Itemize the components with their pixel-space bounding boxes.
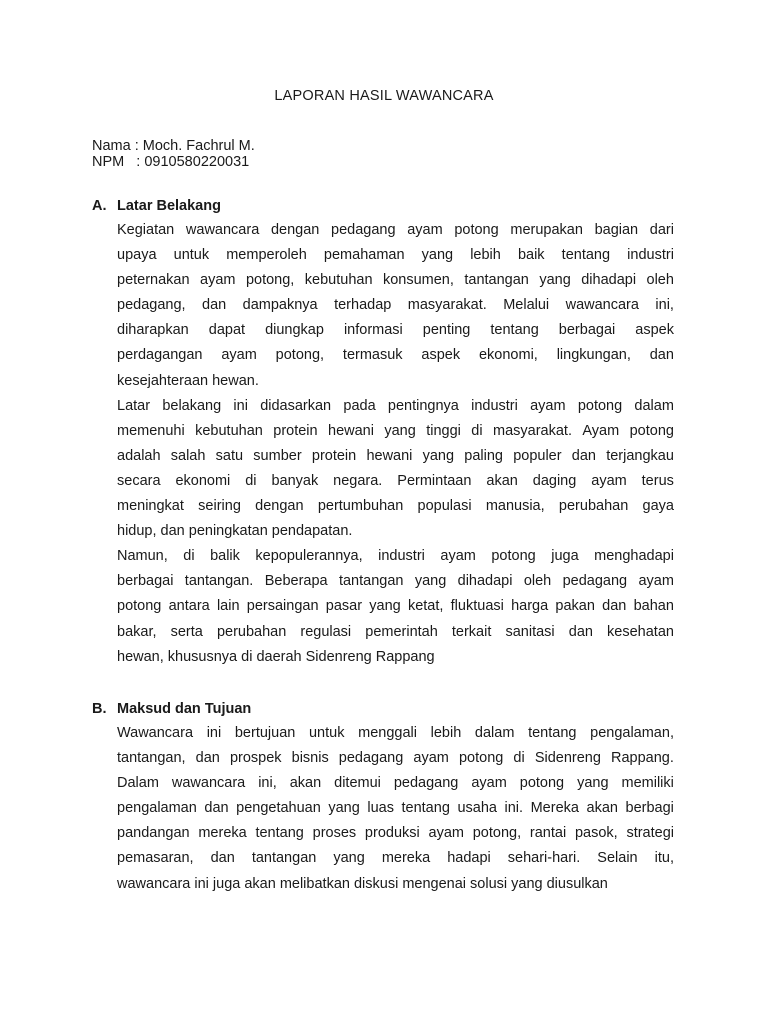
paragraph-line: secara ekonomi di banyak negara. Permintaan akan daging ayam terus — [117, 472, 674, 489]
name-row: Nama : Moch. Fachrul M. — [92, 138, 255, 154]
paragraph-line: kesejahteraan hewan. — [117, 372, 259, 389]
paragraph-line: pengalaman dan pengetahuan yang luas tentang usaha ini. Mereka akan berbagi — [117, 800, 674, 817]
section-letter: B. — [92, 701, 107, 717]
section-maksud-tujuan — [92, 700, 674, 897]
paragraph-line: Wawancara ini bertujuan untuk menggali lebih dalam tentang pengalaman, — [117, 725, 674, 741]
section-heading — [92, 700, 674, 718]
paragraph-line: pandangan mereka tentang proses produksi ayam potong, rantai pasok, strategi — [117, 825, 674, 842]
paragraph-line: adalah salah satu sumber protein hewani yang paling populer dan terjangkau — [117, 447, 674, 464]
paragraph — [117, 721, 674, 897]
identity-block — [92, 138, 255, 170]
paragraph-line: berbagai tantangan. Beberapa tantangan yang dihadapi oleh pedagang ayam — [117, 573, 674, 590]
paragraph-line: upaya untuk memperoleh pemahaman yang lebih baik tentang industri — [117, 247, 674, 264]
section-letter: A. — [92, 198, 107, 214]
paragraph-line: peternakan ayam potong, kebutuhan konsumen, tantangan yang dihadapi oleh — [117, 272, 674, 289]
paragraph — [117, 544, 674, 669]
npm-row: NPM : 0910580220031 — [92, 154, 250, 170]
paragraph-line: Latar belakang ini didasarkan pada pentingnya industri ayam potong dalam — [117, 397, 674, 414]
paragraph-line: potong antara lain persaingan pasar yang ketat, fluktuasi harga pakan dan bahan — [117, 598, 674, 615]
paragraph-line: pedagang, dan dampaknya terhadap masyarakat. Melalui wawancara ini, — [117, 297, 674, 314]
section-latar-belakang — [92, 197, 674, 670]
paragraph-line: meningkat seiring dengan pertumbuhan populasi manusia, perubahan gaya — [117, 498, 674, 515]
document-title: LAPORAN HASIL WAWANCARA — [274, 88, 494, 104]
paragraph-line: Namun, di balik kepopulerannya, industri ayam potong juga menghadapi — [117, 548, 674, 565]
paragraph-line: Kegiatan wawancara dengan pedagang ayam potong merupakan bagian dari — [117, 222, 674, 238]
paragraph — [117, 394, 674, 545]
section-heading — [92, 197, 674, 215]
paragraph-line: bakar, serta perubahan regulasi pemerintah terkait sanitasi dan kesehatan — [117, 623, 674, 640]
paragraph-line: Dalam wawancara ini, akan ditemui pedagang ayam potong yang memiliki — [117, 775, 674, 792]
section-title: Maksud dan Tujuan — [117, 701, 252, 717]
paragraph-line: diharapkan dapat diungkap informasi penting tentang berbagai aspek — [117, 322, 674, 339]
paragraph-line: perdagangan ayam potong, termasuk aspek ekonomi, lingkungan, dan — [117, 347, 674, 364]
paragraph-line: pemasaran, dan tantangan yang mereka hadapi sehari-hari. Selain itu, — [117, 850, 674, 867]
paragraph-line: hewan, khususnya di daerah Sidenreng Rappang — [117, 648, 435, 665]
paragraph-line: memenuhi kebutuhan protein hewani yang tinggi di masyarakat. Ayam potong — [117, 422, 674, 439]
section-title: Latar Belakang — [117, 198, 221, 214]
paragraph-line: wawancara ini juga akan melibatkan diskusi mengenai solusi yang diusulkan — [117, 875, 608, 892]
paragraph-line: hidup, dan peningkatan pendapatan. — [117, 523, 353, 540]
paragraph-line: tantangan, dan prospek bisnis pedagang ayam potong di Sidenreng Rappang. — [117, 750, 674, 767]
paragraph — [117, 218, 674, 394]
